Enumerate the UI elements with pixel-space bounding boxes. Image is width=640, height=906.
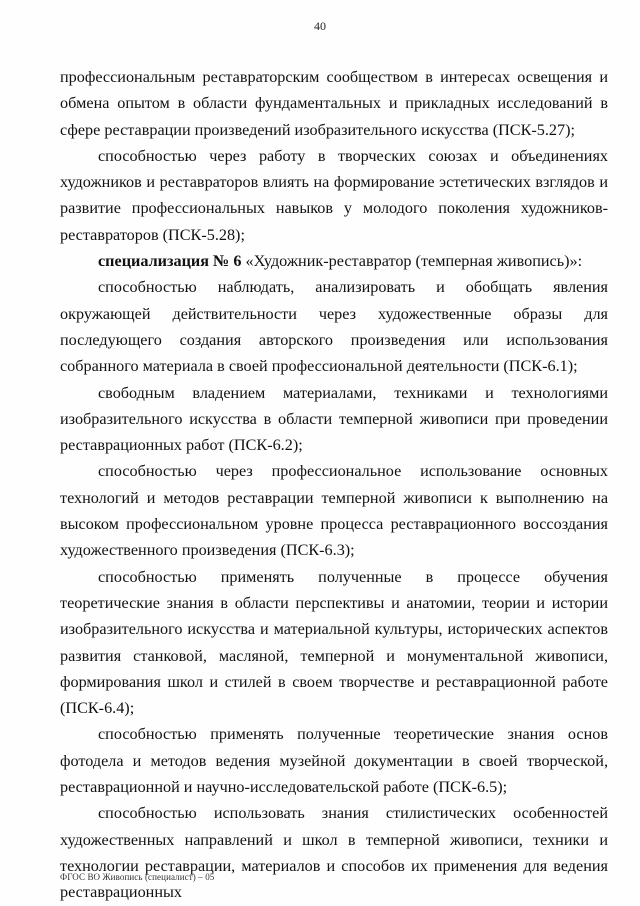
- page-number: 40: [314, 19, 326, 33]
- competency-psk-6-4: способностью применять полученные в процессе обучения теоретические знания в области перспективы и анатомии, теории и истории изобразительного искусства и материальной культуры, исторических аспектов развития станковой, масляной, темперной и монументальной живописи, формирования школ и стилей в своем творчестве и реставрационной работе (ПСК-6.4);: [60, 567, 608, 718]
- competency-psk-6-2: свободным владением материалами, техниками и технологиями изобразительного искусства в области темперной живописи при проведении реставрационных работ (ПСК-6.2);: [60, 383, 608, 455]
- competency-psk-6-5: способностью применять полученные теоретические знания основ фотодела и методов ведения музейной документации в своей творческой, реставрационной и научно-исследовательской работе (ПСК-6.5);: [60, 725, 608, 797]
- competency-psk-6-1: способностью наблюдать, анализировать и обобщать явления окружающей действительности через художественные образы для последующего создания авторского произведения или использования собранного материала в своей профессиональной деятельности (ПСК-6.1);: [60, 278, 608, 376]
- page-footer: ФГОС ВО Живопись (специалист) – 05: [60, 872, 215, 882]
- paragraph-continuation: профессиональным реставраторским сообществом в интересах освещения и обмена опытом в области фундаментальных и прикладных исследований в сфере реставрации произведений изобразительного искусства (ПСК-5.27);: [60, 68, 608, 139]
- specialization-heading: [60, 248, 608, 274]
- specialization-label: специализация № 6: [98, 252, 242, 271]
- paragraph-psk-5-28: способностью через работу в творческих союзах и объединениях художников и реставраторов влиять на формирование эстетических взглядов и развитие профессиональных навыков у молодого поколения художников-реставраторов (ПСК-5.28);: [60, 146, 608, 244]
- document-body: [60, 64, 608, 906]
- specialization-title: «Художник-реставратор (темперная живопись)»:: [241, 252, 583, 271]
- competency-continued: способностью использовать знания стилистических особенностей художественных направлений и школ в темперной живописи, техники и технологии реставрации, материалов и способов их применения для ведения реставрационных: [60, 804, 608, 902]
- competency-psk-6-3: способностью через профессиональное использование основных технологий и методов реставрации темперной живописи к выполнению на высоком профессиональном уровне процесса реставрационного воссоздания художественного произведения (ПСК-6.3);: [60, 462, 608, 560]
